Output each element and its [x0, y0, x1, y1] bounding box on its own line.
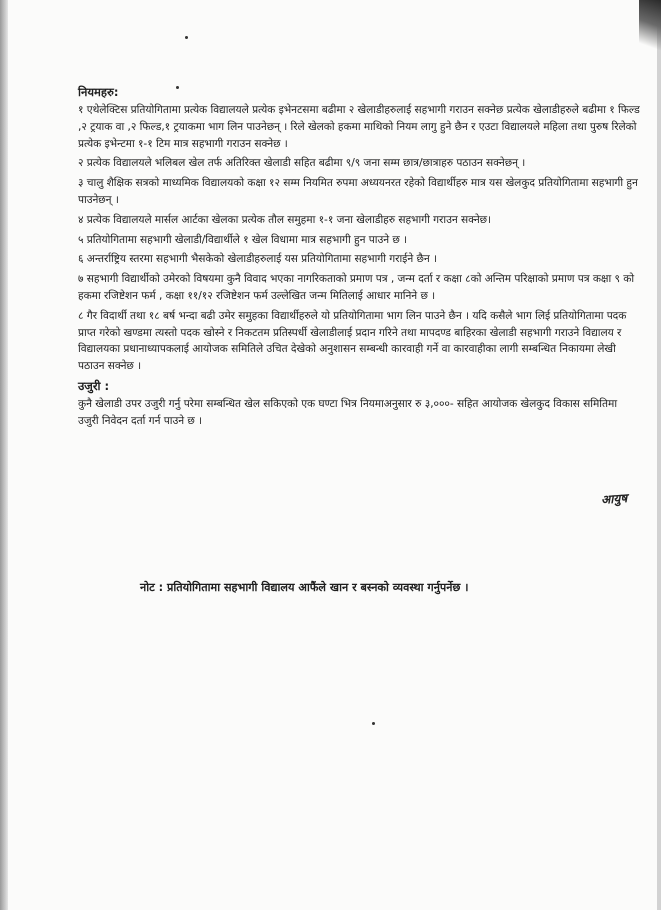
complaint-text: कुनै खेलाडी उपर उजुरी गर्नु परेमा सम्बन्धित खेल सकिएको एक घण्टा भित्र नियमाअनुसार रु ३,०००- सहित आयोजक खेलकुद विकास समितिमा उजुरी निवेदन दर्ता गर्न पाउने छ ।	[78, 397, 618, 427]
rule-3: ३ चालु शैक्षिक सत्रको माध्यमिक विद्यालयको कक्षा १२ सम्म नियमित रुपमा अध्ययनरत रहेको विद्यार्थीहरु मात्र यस खेलकुद प्रतियोगितामा सहभागी हुन पाउनेछन् ।	[78, 177, 638, 206]
rule-1: १ एथेलेक्टिस प्रतियोगितामा प्रत्येक विद्यालयले प्रत्येक इभेनटसमा बढीमा २ खेलाडीहरुलाई सहभागी गराउन सक्नेछ प्रत्येक खेलाडीहरुले बढीमा १ फिल्ड ,२ ट्रयाक वा ,२ फिल्ड,१ ट्रयाकमा भाग लिन पाउनेछन् । रिले खेलको हकमा माथिको नियम लागु हुने छैन र एउटा विद्यालयले महिला तथा पुरुष रिलेको प्रत्येक इभेन्टमा १-१ टिम मात्र सहभागी गराउन सक्नेछ ।	[78, 104, 640, 150]
speck	[185, 36, 188, 39]
note-line: नोट : प्रतियोगितामा सहभागी विद्यालय आफैंले खान र बस्नको व्यवस्था गर्नुपर्नेछ ।	[140, 581, 469, 594]
rule-2: २ प्रत्येक विद्यालयले भलिबल खेल तर्फ अतिरिक्त खेलाडी सहित बढीमा ९/९ जना सम्म छात्र/छात्राहरु पठाउन सक्नेछन् ।	[78, 157, 526, 170]
rule-4: ४ प्रत्येक विद्यालयले मार्सल आर्टका खेलका प्रत्येक तौल समुहमा १-१ जना खेलाडीहरु सहभागी गराउन सक्नेछ।	[78, 213, 492, 226]
rule-8: ८ गैर विदार्थी तथा १८ बर्ष भन्दा बढी उमेर समुहका विद्यार्थीहरुले यो प्रतियोगितामा भाग लिन पाउने छैन । यदि कसैले भाग लिई प्रतियोगितामा पदक प्राप्त गरेको खण्डमा त्यस्तो पदक खोस्ने र निकटतम प्रतिस्पर्धी खेलाडीलाई प्रदान गरिने तथा मापदण्ड बाहिरका खेलाडी सहभागी गराउने विद्यालय र विद्यालयका प्रधानाध्यापकलाई आयोजक समितिले उचित देखेको अनुशासन सम्बन्धी कारवाही गर्ने वा कारवाहीका लागी सम्बन्धित निकायमा लेखी पठाउन सक्नेछ ।	[78, 309, 627, 373]
speck	[372, 722, 375, 725]
scan-left-edge	[0, 0, 8, 910]
scan-right-edge	[657, 0, 661, 910]
rule-5: ५ प्रतियोगितामा सहभागी खेलाडी/विद्यार्थीले १ खेल विधामा मात्र सहभागी हुन पाउने छ ।	[78, 233, 408, 246]
scan-corner-shadow	[639, 0, 661, 60]
handwritten-signature: आयुष	[600, 491, 628, 507]
document-body	[78, 84, 640, 433]
rule-6: ६ अन्तर्राष्ट्रिय स्तरमा सहभागी भैसकेको खेलाडीहरुलाई यस प्रतियोगितामा सहभागी गराईने छैन ।	[78, 253, 437, 266]
rule-7: ७ सहभागी विद्यार्थीको उमेरको विषयमा कुनै विवाद भएका नागरिकताको प्रमाण पत्र , जन्म दर्ता र कक्षा ८को अन्तिम परिक्षाको प्रमाण पत्र कक्षा ९ को हकमा रजिष्टेशन फर्म , कक्षा ११/१२ रजिष्टेशन फर्म उल्लेखित जन्म मितिलाई आधार मानिने छ ।	[78, 273, 635, 302]
rules-heading: नियमहरु:	[78, 85, 119, 99]
complaint-heading: उजुरी :	[78, 378, 110, 393]
